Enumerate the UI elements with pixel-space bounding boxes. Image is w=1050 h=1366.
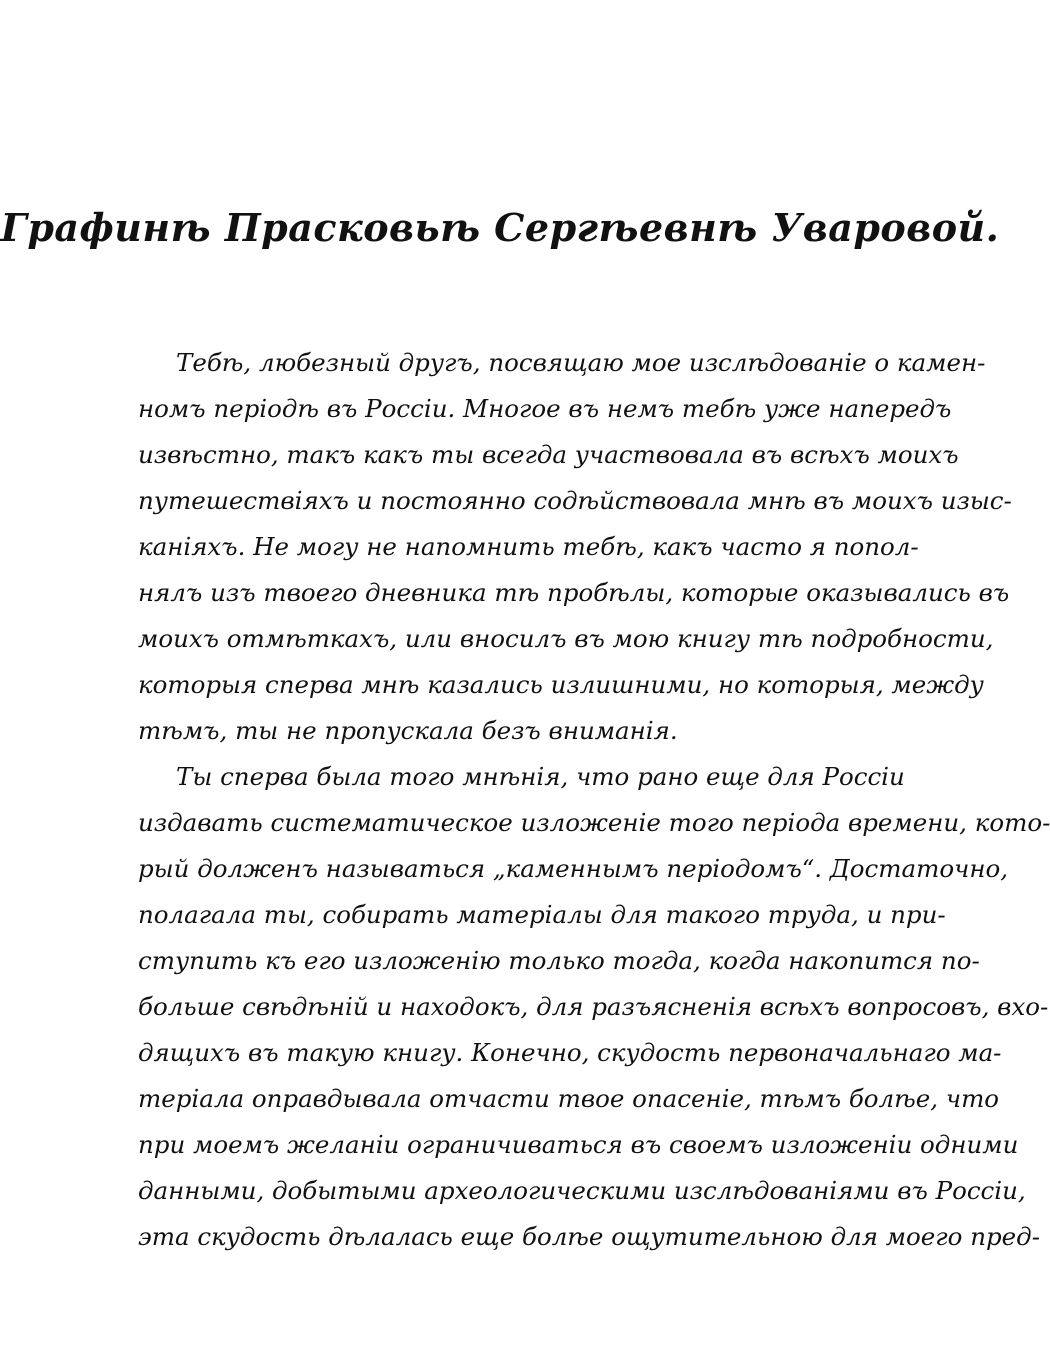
text-line: извѣстно, такъ какъ ты всегда участвовала въ всѣхъ моихъ bbox=[138, 440, 959, 469]
text-line: тѣмъ, ты не пропускала безъ вниманія. bbox=[138, 716, 678, 745]
text-line: полагала ты, собирать матеріалы для такого труда, и при- bbox=[138, 900, 946, 929]
dedication-title: Графинѣ Прасковьѣ Сергѣевнѣ Уваровой. bbox=[0, 205, 1000, 250]
text-line: путешествіяхъ и постоянно содѣйствовала мнѣ въ моихъ изыс- bbox=[138, 486, 1012, 515]
text-line: теріала оправдывала отчасти твое опасеніе, тѣмъ болѣе, что bbox=[138, 1084, 1000, 1113]
text-line: номъ періодѣ въ Россіи. Многое въ немъ тебѣ уже напередъ bbox=[138, 394, 952, 423]
text-line: Ты сперва была того мнѣнія, что рано еще для Россіи bbox=[176, 762, 905, 791]
text-line: больше свѣдѣній и находокъ, для разъясненія всѣхъ вопросовъ, вхо- bbox=[138, 992, 1049, 1021]
text-line: рый долженъ называться „каменнымъ періодомъ“. Достаточно, bbox=[138, 854, 1009, 883]
text-line: которыя сперва мнѣ казались излишними, но которыя, между bbox=[138, 670, 984, 699]
text-line: Тебѣ, любезный другъ, посвящаю мое изслѣдованіе о камен- bbox=[176, 348, 986, 377]
text-line: данными, добытыми археологическими изслѣдованіями въ Россіи, bbox=[138, 1176, 1026, 1205]
text-line: ступить къ его изложенію только тогда, когда накопится по- bbox=[138, 946, 980, 975]
text-line: нялъ изъ твоего дневника тѣ пробѣлы, которые оказывались въ bbox=[138, 578, 1010, 607]
text-line: при моемъ желаніи ограничиваться въ своемъ изложеніи одними bbox=[138, 1130, 1019, 1159]
dedication-body bbox=[138, 340, 1050, 1260]
text-line: каніяхъ. Не могу не напомнить тебѣ, какъ часто я попол- bbox=[138, 532, 919, 561]
text-line: моихъ отмѣткахъ, или вносилъ въ мою книгу тѣ подробности, bbox=[138, 624, 994, 653]
text-line: дящихъ въ такую книгу. Конечно, скудость первоначальнаго ма- bbox=[138, 1038, 1002, 1067]
text-line: издавать систематическое изложеніе того періода времени, кото- bbox=[138, 808, 1050, 837]
text-line: эта скудость дѣлалась еще болѣе ощутительною для моего пред- bbox=[138, 1222, 1040, 1251]
